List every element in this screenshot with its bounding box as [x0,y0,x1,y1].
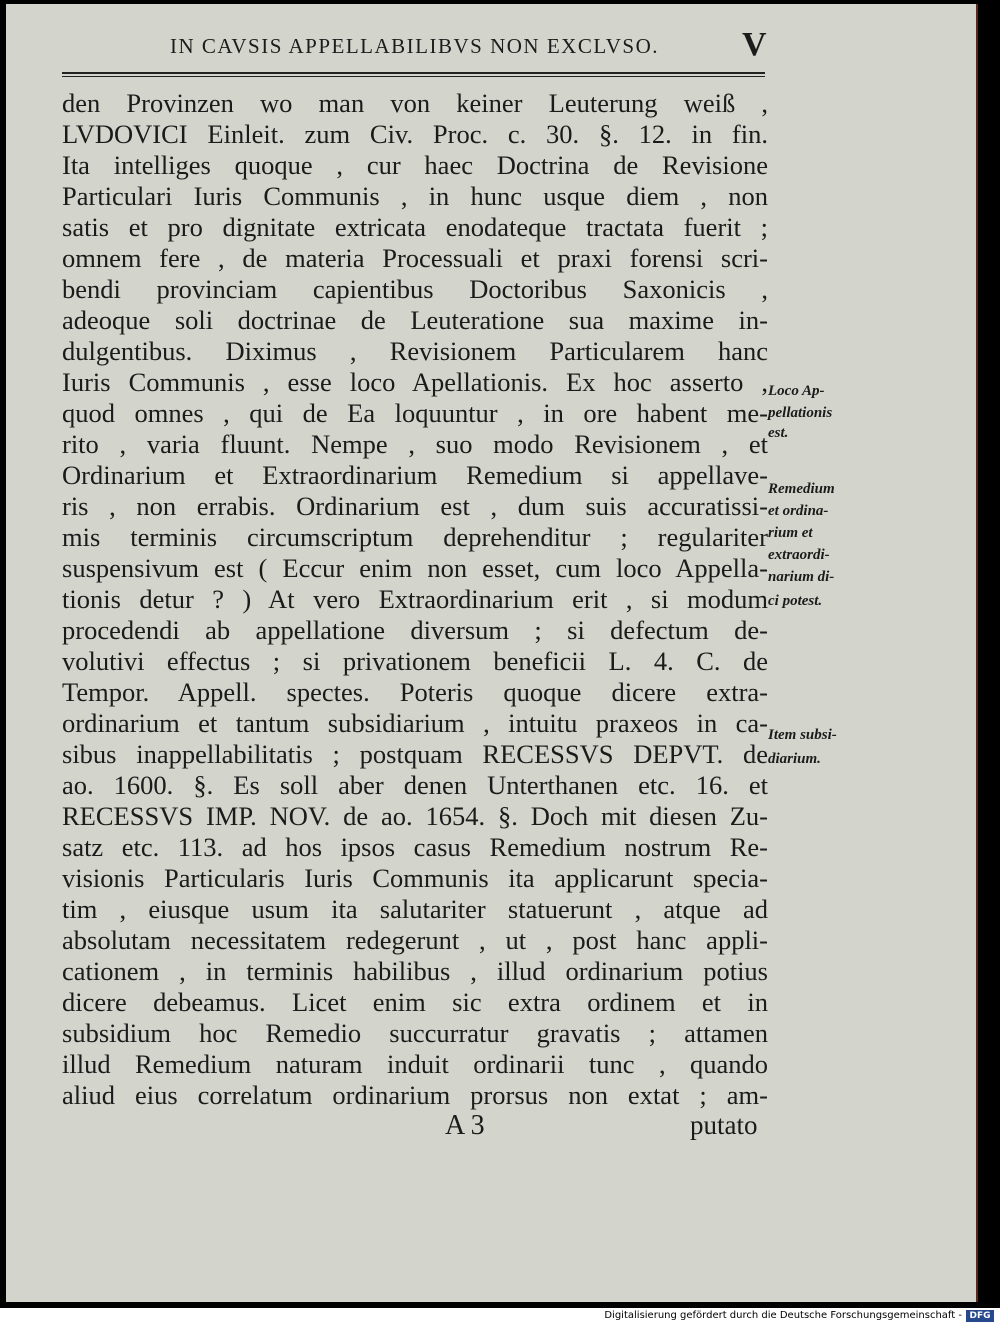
text-line: sibus inappellabilitatis ; postquam RECESSVS DEPVT. de [62,739,768,769]
margin-note: Remedium [768,481,835,497]
margin-note: ci potest. [768,593,823,609]
page-signature-letter: V [742,26,767,63]
text-line: Particulari Iuris Communis , in hunc usque diem , non [62,181,768,211]
text-line: satis et pro dignitate extricata enodateque tractata fuerit ; [62,212,768,242]
text-line: cationem , in terminis habilibus , illud ordinarium potius [62,956,768,986]
text-line: visionis Particularis Iuris Communis ita applicarunt specia- [62,863,768,893]
text-line: Ordinarium et Extraordinarium Remedium si appellave- [62,460,768,490]
text-line: den Provinzen wo man von keiner Leuterung weiß , [62,88,768,118]
margin-note: rium et [768,525,813,541]
margin-note: narium di- [768,569,835,585]
text-line: tim , eiusque usum ita salutariter statuerunt , atque ad [62,894,768,924]
running-title: IN CAVSIS APPELLABILIBVS NON EXCLVSO. [170,34,659,58]
catchword: putato [690,1110,758,1140]
text-line: illud Remedium naturam induit ordinarii tunc , quando [62,1049,768,1079]
text-line: absolutam necessitatem redegerunt , ut , post hanc appli- [62,925,768,955]
margin-note: extraordi- [768,547,830,563]
margin-note: pellationis [768,405,833,421]
text-line: omnem fere , de materia Processuali et praxi forensi scri- [62,243,768,273]
text-line: satz etc. 113. ad hos ipsos casus Remedium nostrum Re- [62,832,768,862]
text-line: volutivi effectus ; si privationem beneficii L. 4. C. de [62,646,768,676]
margin-note: Item subsi- [768,727,837,743]
dfg-logo: DFG [966,1310,994,1322]
text-line: dicere debeamus. Licet enim sic extra ordinem et in [62,987,768,1017]
page-signature: A 3 [445,1110,485,1141]
text-line: Iuris Communis , esse loco Apellationis. Ex hoc asserto , [62,367,768,397]
text-line: suspensivum est ( Eccur enim non esset, cum loco Appella- [62,553,768,583]
funding-note: Digitalisierung gefördert durch die Deutsche Forschungsgemeinschaft - [604,1310,962,1321]
text-line: ordinarium et tantum subsidiarium , intuitu praxeos in ca- [62,708,768,738]
text-line: mis terminis circumscriptum deprehenditur ; regulariter [62,522,768,552]
margin-note: Loco Ap- [768,383,825,399]
body-text [62,88,768,1111]
text-line: dulgentibus. Diximus , Revisionem Particularem hanc [62,336,768,366]
text-line: bendi provinciam capientibus Doctoribus Saxonicis , [62,274,768,304]
text-line: ris , non errabis. Ordinarium est , dum suis accuratissi- [62,491,768,521]
text-line: tionis detur ? ) At vero Extraordinarium erit , si modum [62,584,768,614]
text-line: aliud eius correlatum ordinarium prorsus non extat ; am- [62,1080,768,1110]
text-line: RECESSVS IMP. NOV. de ao. 1654. §. Doch mit diesen Zu- [62,801,768,831]
text-line: quod omnes , qui de Ea loquuntur , in ore habent me- [62,398,768,428]
text-line: procedendi ab appellatione diversum ; si defectum de- [62,615,768,645]
text-line: Ita intelliges quoque , cur haec Doctrina de Revisione [62,150,768,180]
margin-note: et ordina- [768,503,829,519]
text-line: subsidium hoc Remedio succurratur gravatis ; attamen [62,1018,768,1048]
text-line: ao. 1600. §. Es soll aber denen Unterthanen etc. 16. et [62,770,768,800]
header-rule [62,72,765,77]
margin-note: est. [768,425,789,441]
margin-note: diarium. [768,751,821,767]
text-line: rito , varia fluunt. Nempe , suo modo Revisionem , et [62,429,768,459]
text-line: adeoque soli doctrinae de Leuteratione sua maxime in- [62,305,768,335]
text-line: Tempor. Appell. spectes. Poteris quoque dicere extra- [62,677,768,707]
text-line: LVDOVICI Einleit. zum Civ. Proc. c. 30. §. 12. in fin. [62,119,768,149]
